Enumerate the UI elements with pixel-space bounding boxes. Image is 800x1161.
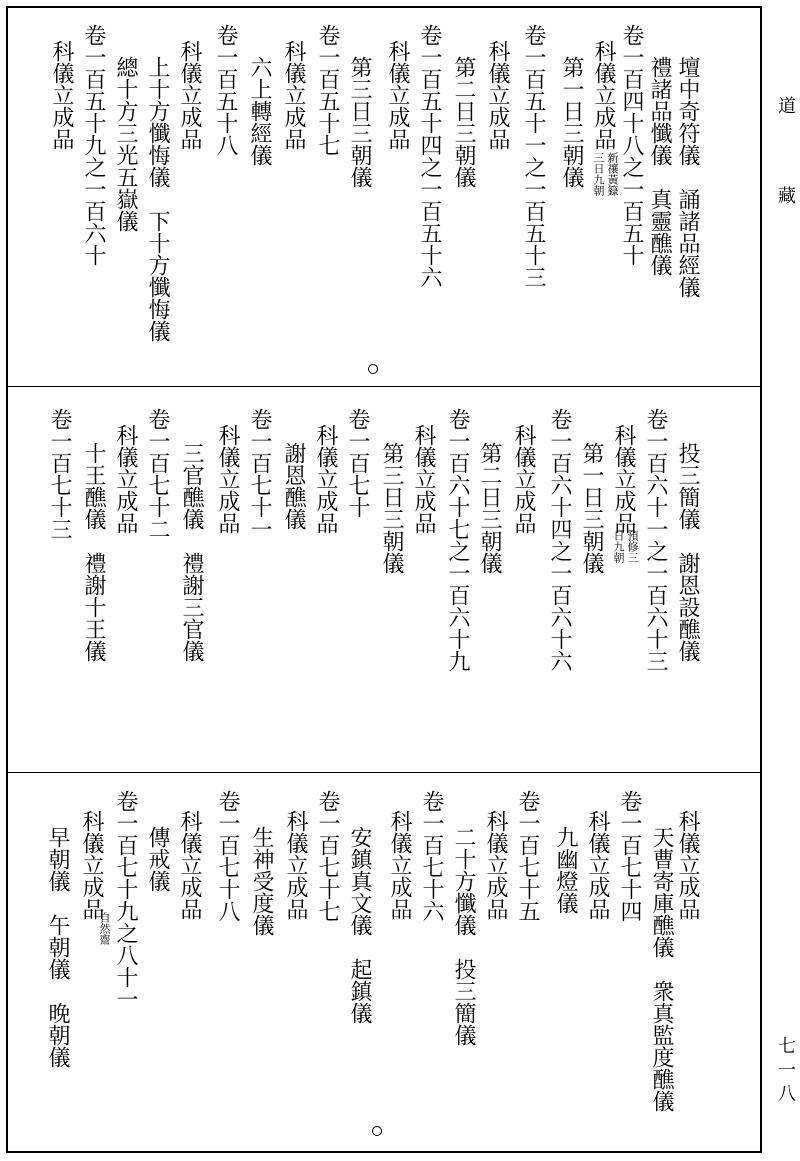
volume-heading: 卷一百五十七 — [315, 24, 340, 156]
entry-line: 禮諸品懺儀 真靈醮儀 — [647, 56, 672, 276]
annotation-note: 新禳黃籙 — [606, 152, 619, 196]
annotation-note: 三日九朝 — [592, 152, 605, 196]
entry-line: 第三日三朝儀 — [379, 442, 404, 574]
section-title: 科儀立成品 — [283, 810, 308, 920]
section-divider — [6, 772, 762, 773]
volume-heading: 卷一百七十八 — [215, 790, 240, 922]
section-title: 科儀立成品 — [675, 810, 700, 920]
volume-heading: 卷一百七十 — [345, 408, 370, 518]
entry-line: 第一日三朝儀 — [579, 442, 604, 574]
section-title: 科儀立成品 — [79, 810, 104, 920]
entry-line: 早朝儀 午朝儀 晚朝儀 — [45, 826, 70, 1068]
section-title: 科儀立成品 — [483, 810, 508, 920]
volume-heading: 卷一百六十四之一百六十六 — [547, 408, 572, 672]
volume-heading: 卷一百七十九之八十一 — [113, 790, 138, 1010]
annotation-note: 自然齋 — [98, 912, 111, 945]
entry-line: 上十方懺悔儀 下十方懺悔儀 — [145, 56, 170, 342]
entry-line: 二十方懺儀 投三簡儀 — [451, 826, 476, 1046]
entry-line: 生神受度儀 — [249, 826, 274, 936]
entry-line: 天曹寄庫醮儀 衆真監度醮儀 — [649, 826, 674, 1112]
volume-heading: 卷一百六十一之一百六十三 — [643, 408, 668, 672]
entry-line: 總十方三光五嶽儀 — [113, 56, 138, 232]
entry-line: 九幽燈儀 — [553, 826, 578, 914]
section-title: 科儀立成品 — [585, 810, 610, 920]
volume-heading: 卷一百五十八 — [213, 24, 238, 156]
section-title: 科儀立成品 — [177, 810, 202, 920]
volume-heading: 卷一百七十四 — [617, 790, 642, 922]
registration-mark — [372, 1126, 382, 1136]
volume-heading: 卷一百七十一 — [247, 408, 272, 540]
entry-line: 壇中奇符儀 誦諸品經儀 — [675, 56, 700, 298]
entry-line: 六上轉經儀 — [247, 56, 272, 166]
page-number: 七一八 — [775, 1036, 796, 1108]
annotation-note: 預修三 — [626, 530, 639, 563]
registration-mark — [368, 364, 378, 374]
section-title: 科儀立成品 — [387, 810, 412, 920]
section-title: 科儀立成品 — [385, 40, 410, 150]
entry-line: 第一日三朝儀 — [559, 56, 584, 188]
entry-line: 安鎮真文儀 起鎮儀 — [347, 826, 372, 1024]
volume-heading: 卷一百五十九之一百六十 — [81, 24, 106, 266]
entry-line: 第二日三朝儀 — [451, 56, 476, 188]
section-title: 科儀立成品 — [177, 40, 202, 150]
section-title: 科儀立成品 — [49, 40, 74, 150]
entry-line: 三官醮儀 禮謝三官儀 — [179, 442, 204, 662]
entry-line: 投三簡儀 謝恩設醮儀 — [675, 442, 700, 662]
volume-heading: 卷一百五十一之一百五十三 — [521, 24, 546, 288]
volume-heading: 卷一百五十四之一百五十六 — [417, 24, 442, 288]
entry-line: 傳戒儀 — [145, 826, 170, 892]
volume-heading: 卷一百七十二 — [145, 408, 170, 540]
entry-line: 十王醮儀 禮謝十王儀 — [81, 442, 106, 662]
section-title: 科儀立成品 — [611, 424, 636, 534]
entry-line: 第二日三朝儀 — [477, 442, 502, 574]
volume-heading: 卷一百七十五 — [515, 790, 540, 922]
volume-heading: 卷一百七十三 — [47, 408, 72, 540]
volume-heading: 卷一百六十七之一百六十九 — [445, 408, 470, 672]
section-title: 科儀立成品 — [215, 424, 240, 534]
entry-line: 謝恩醮儀 — [281, 442, 306, 530]
volume-heading: 卷一百七十七 — [315, 790, 340, 922]
collection-label-top: 道 — [775, 96, 796, 114]
section-divider — [6, 386, 762, 387]
section-title: 科儀立成品 — [411, 424, 436, 534]
section-title: 科儀立成品 — [591, 40, 616, 150]
section-title: 科儀立成品 — [313, 424, 338, 534]
section-title: 科儀立成品 — [485, 40, 510, 150]
section-title: 科儀立成品 — [113, 424, 138, 534]
entry-line: 第三日三朝儀 — [347, 56, 372, 188]
collection-label-bottom: 藏 — [775, 186, 796, 204]
volume-heading: 卷一百四十八之一百五十 — [619, 24, 644, 266]
volume-heading: 卷一百七十六 — [419, 790, 444, 922]
section-title: 科儀立成品 — [281, 40, 306, 150]
annotation-note: 日九朝 — [612, 530, 625, 563]
section-title: 科儀立成品 — [511, 424, 536, 534]
